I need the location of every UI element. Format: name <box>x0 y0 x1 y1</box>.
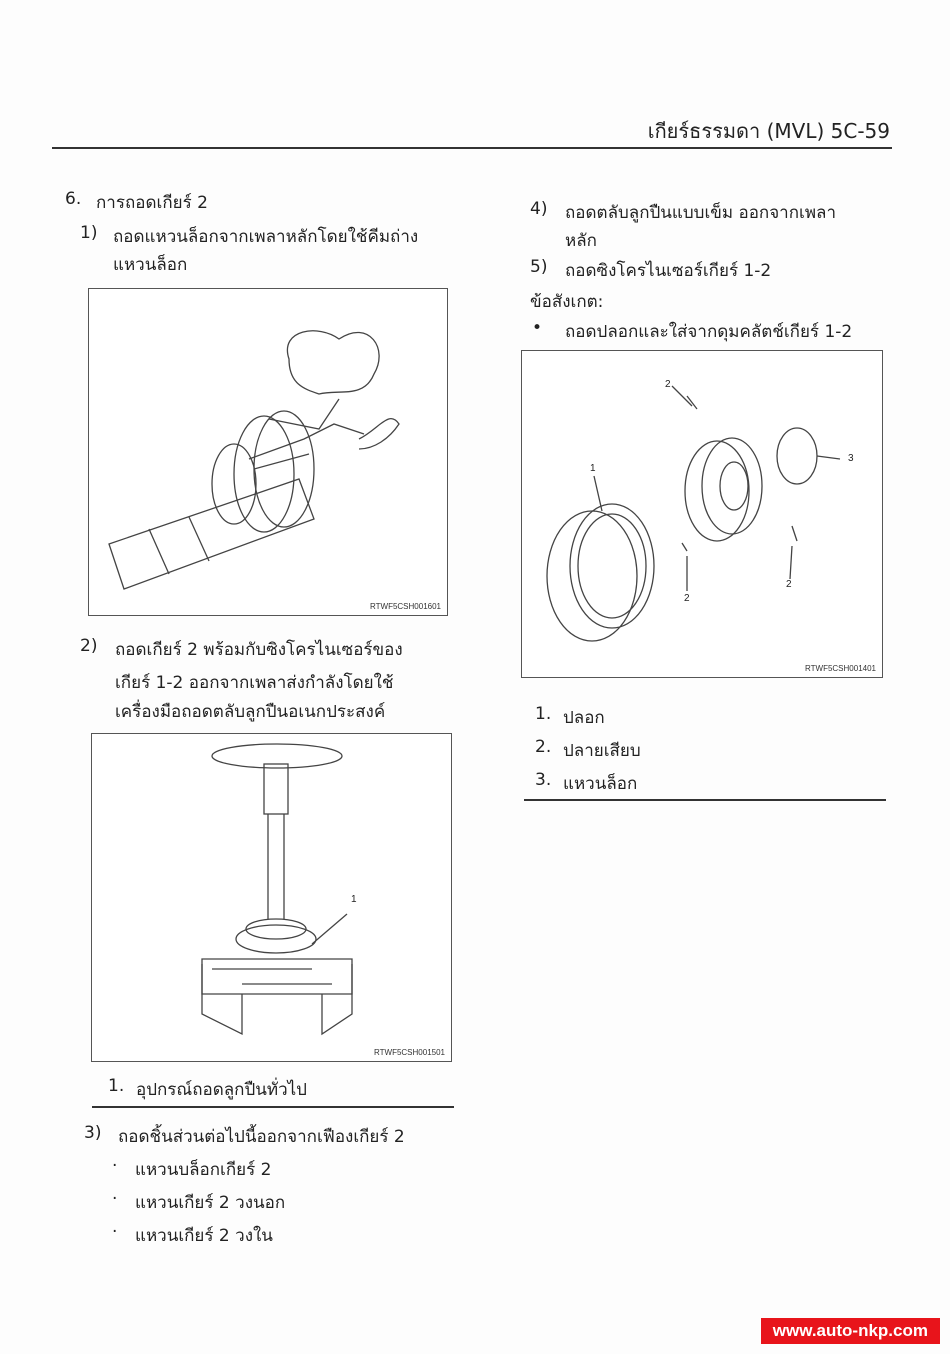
note-text: ถอดปลอกและใส่จากดุมคลัตช์เกียร์ 1-2 <box>565 322 853 342</box>
section-number: 6. <box>65 189 82 209</box>
legend-number: 1. <box>535 704 552 724</box>
figure-code: RTWF5CSH001501 <box>374 1048 445 1057</box>
figure-bearing-puller <box>91 733 452 1062</box>
step5-text: ถอดซิงโครไนเซอร์เกียร์ 1-2 <box>565 261 772 281</box>
figure-code: RTWF5CSH001601 <box>370 602 441 611</box>
figure-synchronizer-exploded <box>521 350 883 678</box>
legend-label: แหวนล็อก <box>563 774 638 794</box>
step2-line: เครื่องมือถอดตลับลูกปืนอเนกประสงค์ <box>115 702 386 722</box>
figure-callout: 2 <box>665 379 671 390</box>
legend-label: อุปกรณ์ถอดลูกปืนทั่วไป <box>136 1080 307 1100</box>
figure-callout: 2 <box>684 593 690 604</box>
step3-item: แหวนเกียร์ 2 วงใน <box>135 1226 273 1246</box>
section-title: การถอดเกียร์ 2 <box>96 193 208 213</box>
figure-callout: 3 <box>848 453 854 464</box>
step4-line: ถอดตลับลูกปืนแบบเข็ม ออกจากเพลา <box>565 203 836 223</box>
bullet: · <box>112 1156 118 1176</box>
step4-number: 4) <box>530 199 548 219</box>
step3-item: แหวนบล็อกเกียร์ 2 <box>135 1160 272 1180</box>
step1-line: ถอดแหวนล็อกจากเพลาหลักโดยใช้คีมถ่าง <box>113 227 419 247</box>
step2-number: 2) <box>80 636 98 656</box>
step4-line: หลัก <box>565 231 597 251</box>
bullet: · <box>112 1222 118 1242</box>
step2-line: เกียร์ 1-2 ออกจากเพลาส่งกำลังโดยใช้ <box>115 673 394 693</box>
figure-snap-ring-removal <box>88 288 448 616</box>
header-rule <box>52 147 892 149</box>
figure-callout: 2 <box>786 579 792 590</box>
bearing-puller-illustration <box>92 734 451 1061</box>
step1-number: 1) <box>80 223 98 243</box>
page-header-title: เกียร์ธรรมดา (MVL) 5C-59 <box>647 119 890 143</box>
bullet: · <box>112 1189 118 1209</box>
figure-code: RTWF5CSH001401 <box>805 664 876 673</box>
legend-number: 1. <box>108 1076 125 1096</box>
watermark-link[interactable]: www.auto-nkp.com <box>761 1318 940 1344</box>
figure-callout: 1 <box>351 894 357 905</box>
legend-label: ปลอก <box>563 708 605 728</box>
note-title: ข้อสังเกต: <box>530 292 604 312</box>
step3-number: 3) <box>84 1123 102 1143</box>
synchronizer-exploded-illustration <box>522 351 882 677</box>
legend-label: ปลายเสียบ <box>563 741 641 761</box>
figure-callout: 1 <box>590 463 596 474</box>
step1-line: แหวนล็อก <box>113 255 188 275</box>
step3-text: ถอดชิ้นส่วนต่อไปนี้ออกจากเฟืองเกียร์ 2 <box>118 1127 405 1147</box>
step5-number: 5) <box>530 257 548 277</box>
step2-line: ถอดเกียร์ 2 พร้อมกับซิงโครไนเซอร์ของ <box>115 640 403 660</box>
legend-rule <box>524 799 886 801</box>
bullet: • <box>532 318 543 338</box>
legend-number: 3. <box>535 770 552 790</box>
legend-number: 2. <box>535 737 552 757</box>
snap-ring-pliers-illustration <box>89 289 447 615</box>
step3-item: แหวนเกียร์ 2 วงนอก <box>135 1193 286 1213</box>
legend-rule <box>92 1106 454 1108</box>
